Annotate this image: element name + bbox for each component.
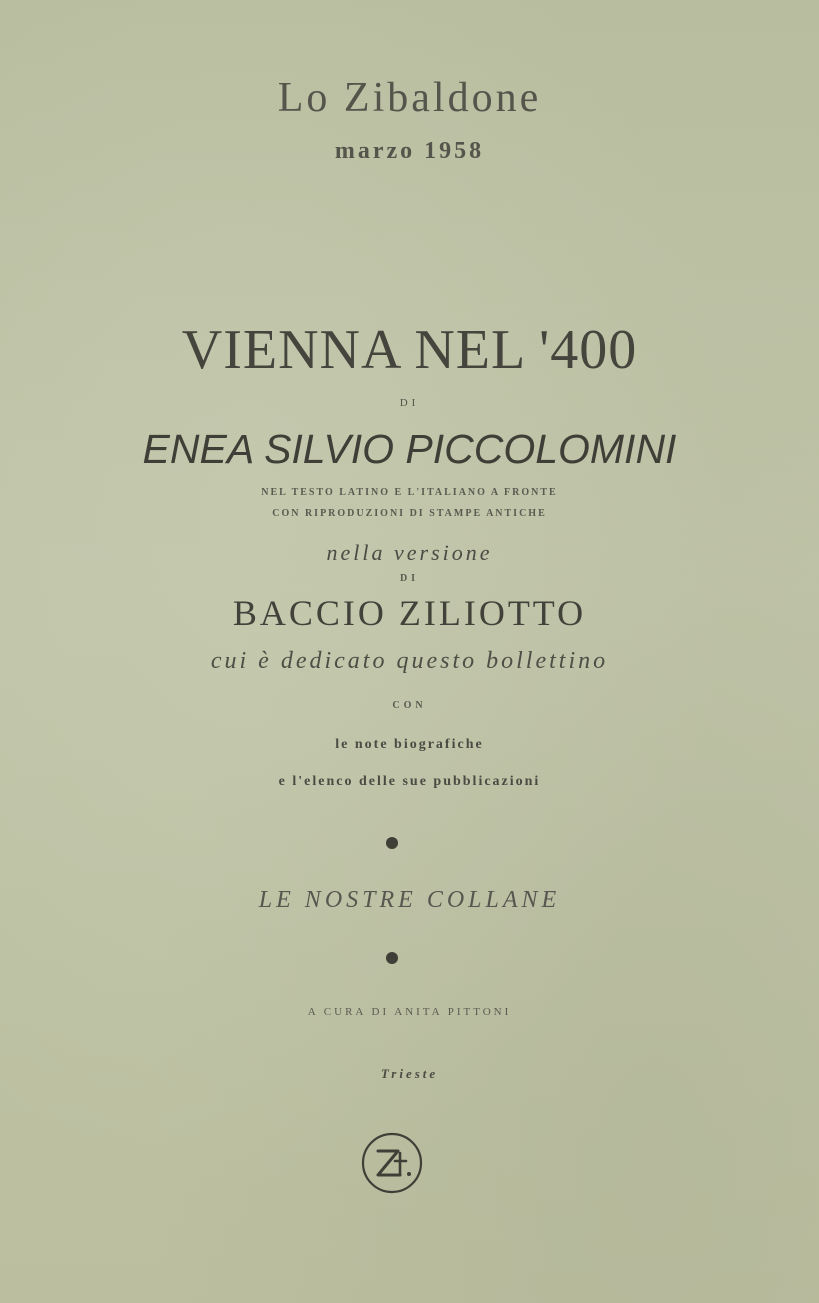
with-label: CON bbox=[392, 700, 427, 711]
by-label: DI bbox=[399, 397, 420, 409]
curator-line: A CURA DI ANITA PITTONI bbox=[307, 1006, 512, 1018]
notes-line-2: e l'elenco delle sue pubblicazioni bbox=[278, 774, 541, 789]
translator-name: BACCIO ZILIOTTO bbox=[232, 593, 587, 633]
issue-date: marzo 1958 bbox=[334, 138, 485, 164]
subtitle-line-2: CON RIPRODUZIONI DI STAMPE ANTICHE bbox=[272, 508, 547, 519]
subtitle-line-1: NEL TESTO LATINO E L'ITALIANO A FRONTE bbox=[261, 487, 558, 498]
version-line: nella versione bbox=[326, 540, 493, 565]
notes-line-1: le note biografiche bbox=[335, 737, 484, 752]
author-name: ENEA SILVIO PICCOLOMINI bbox=[142, 426, 677, 472]
bullet-separator bbox=[386, 952, 398, 964]
dedication-line: cui è dedicato questo bollettino bbox=[210, 648, 609, 674]
series-collane: LE NOSTRE COLLANE bbox=[258, 887, 561, 913]
book-title: VIENNA NEL '400 bbox=[181, 319, 638, 381]
publisher-logo bbox=[360, 1131, 424, 1195]
publication-city: Trieste bbox=[380, 1066, 439, 1081]
bullet-separator bbox=[386, 837, 398, 849]
zibaldone-logo-icon bbox=[360, 1131, 424, 1195]
series-title: Lo Zibaldone bbox=[277, 75, 542, 121]
by-translator-label: DI bbox=[399, 573, 420, 584]
